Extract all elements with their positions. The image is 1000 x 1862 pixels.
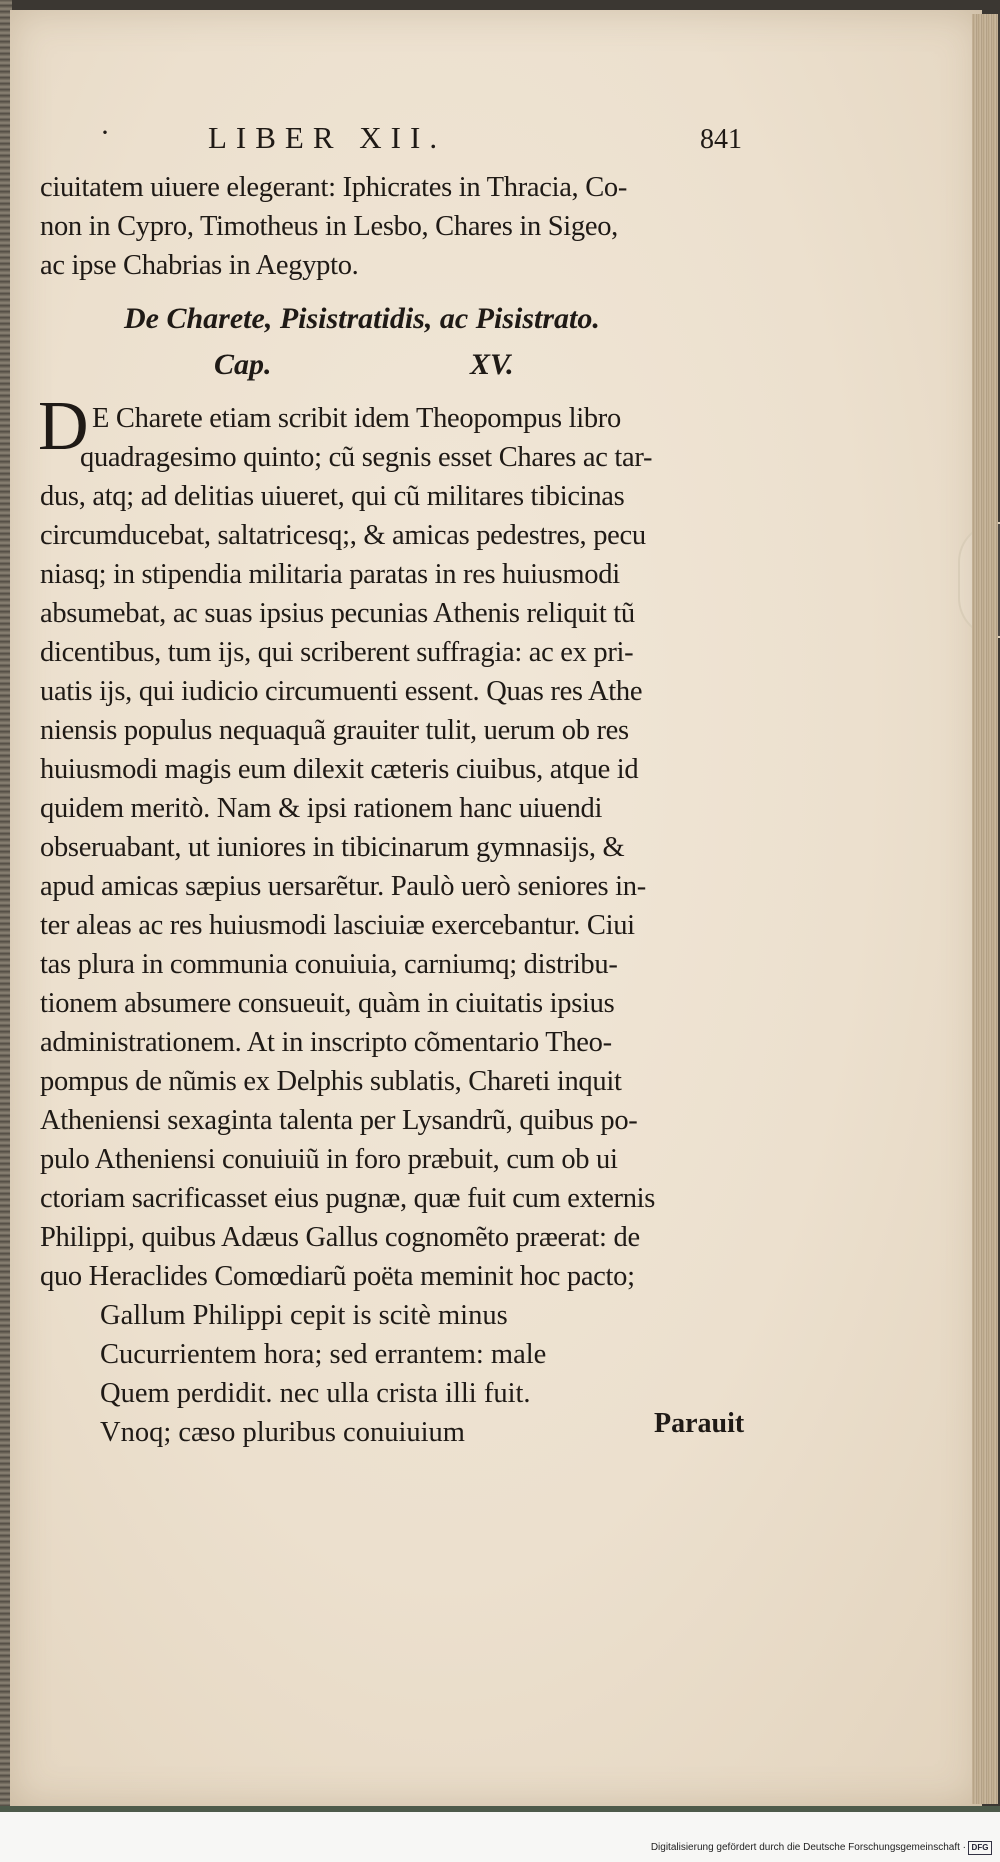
body-line: Atheniensi sexaginta talenta per Lysandrũ, quibus po- [40, 1105, 638, 1136]
page-stack-edge [972, 14, 998, 1804]
body-line: Philippi, quibus Adæus Gallus cognomẽto præerat: de [40, 1222, 640, 1253]
body-line: quadragesimo quinto; cũ segnis esset Chares ac tar- [80, 442, 653, 473]
running-head: LIBER XII. [208, 120, 447, 155]
verse-line: Quem perdidit. nec ulla crista illi fuit. [100, 1378, 531, 1409]
chapter-heading-cap-label: Cap. [214, 348, 272, 381]
body-line: quo Heraclides Comœdiarũ poëta meminit hoc pacto; [40, 1261, 635, 1292]
body-line: circumducebat, saltatricesq;, & amicas pedestres, pecu [40, 520, 646, 551]
opening-line: ac ipse Chabrias in Aegypto. [40, 250, 359, 281]
opening-line: ciuitatem uiuere elegerant: Iphicrates in Thracia, Co- [40, 172, 628, 203]
body-line: niensis populus nequaquã grauiter tulit, uerum ob res [40, 715, 629, 746]
body-line: ter aleas ac res huiusmodi lasciuiæ exercebantur. Ciui [40, 910, 635, 941]
body-line: tas plura in communia conuiuia, carniumq; distribu- [40, 949, 618, 980]
drop-cap-initial: D [38, 388, 89, 465]
dfg-logo: DFG [968, 1841, 992, 1855]
opening-line: non in Cypro, Timotheus in Lesbo, Chares in Sigeo, [40, 211, 618, 242]
body-line: administrationem. At in inscripto cõmentario Theo- [40, 1027, 612, 1058]
page-number: 841 [700, 124, 742, 155]
body-line: obseruabant, ut iuniores in tibicinarum gymnasijs, & [40, 832, 625, 863]
verse-line: Vnoq; cæso pluribus conuiuium [100, 1417, 465, 1448]
footer-bar [0, 1812, 1000, 1862]
body-line: E Charete etiam scribit idem Theopompus libro [92, 403, 621, 434]
body-line: pompus de nũmis ex Delphis sublatis, Chareti inquit [40, 1066, 622, 1097]
body-line: dicentibus, tum ijs, qui scriberent suffragia: ac ex pri- [40, 637, 634, 668]
catchword: Parauit [654, 1408, 745, 1439]
funding-credit: Digitalisierung gefördert durch die Deutsche Forschungsgemeinschaft · [650, 1842, 966, 1853]
body-line: huiusmodi magis eum dilexit cæteris ciuibus, atque id [40, 754, 639, 785]
verse-line: Gallum Philippi cepit is scitè minus [100, 1300, 508, 1331]
body-line: pulo Atheniensi conuiuiũ in foro præbuit, cum ob ui [40, 1144, 618, 1175]
chapter-heading-cap-number: XV. [470, 348, 514, 381]
body-line: dus, atq; ad delitias uiueret, qui cũ militares tibicinas [40, 481, 625, 512]
verse-line: Cucurrientem hora; sed errantem: male [100, 1339, 547, 1370]
body-line: tionem absumere consueuit, quàm in ciuitatis ipsius [40, 988, 615, 1019]
body-line: ctoriam sacrificasset eius pugnæ, quæ fuit cum externis [40, 1183, 656, 1214]
chapter-heading-title: De Charete, Pisistratidis, ac Pisistrato. [124, 302, 600, 335]
ornament-dot: · [100, 116, 110, 149]
body-line: uatis ijs, qui iudicio circumuenti essent. Quas res Athe [40, 676, 643, 707]
body-line: niasq; in stipendia militaria paratas in res huiusmodi [40, 559, 620, 590]
body-line: apud amicas sæpius uersarẽtur. Paulò uerò seniores in- [40, 871, 646, 902]
body-line: quidem meritò. Nam & ipsi rationem hanc uiuendi [40, 793, 603, 824]
body-line: absumebat, ac suas ipsius pecunias Athenis reliquit tũ [40, 598, 635, 629]
